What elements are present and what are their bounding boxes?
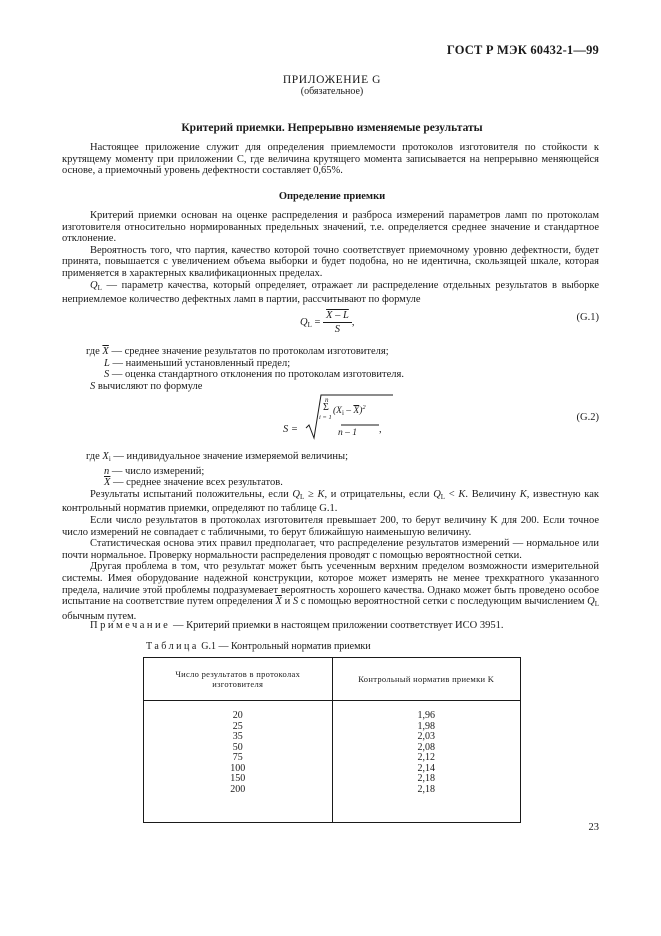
formula-g1-lhs: $Q_L$ [300, 316, 312, 329]
table-value-k: 2,08 [417, 741, 435, 753]
formula-g1-tail: , [351, 316, 355, 328]
paragraph-probability: Вероятность того, что партия, качество которой точно соответствует приемочному уровню дефектности, будет принята, повышается с увеличением объема выборки и будет подобна, но не идентична, скользящей шкале, которая применяется в характерных квалификационных пределах. [62, 244, 599, 279]
table-value-k: 2,14 [417, 762, 435, 774]
where-list-2 [62, 451, 599, 622]
page-number: 23 [588, 822, 599, 833]
sum-upper-limit: n [325, 396, 329, 404]
section-heading: Критерий приемки. Непрерывно изменяемые результаты [181, 122, 483, 134]
acceptance-table [143, 657, 521, 823]
paragraph-over-200: Если число результатов в протоколах изготовителя превышает 200, то берут величину K для 200. Если точное число измерений не совпадает с табличными, то берут ближайшую наименьшую величину. [62, 514, 599, 538]
formula-g1-fraction [323, 310, 352, 335]
table-caption-text: G.1 — Контрольный норматив приемки [198, 641, 371, 652]
where2-item-n: n — число измерений; [104, 465, 205, 477]
body-block-1 [62, 210, 599, 306]
intro-text: Настоящее приложение служит для определения приемлемости протоколов изготовителя по стойкости к крутящему моменту при приложении С, где величина крутящего момента записывается на непрерывно меняющейся основе, а приемочный уровень дефектности составляет 0,65%. [62, 142, 599, 177]
paragraph-criterion: Критерий приемки основан на оценке распределения и разброса измерений параметров ламп по протоколам изготовителя относительно нормированных предельных значений, т.е. определяется среднее значение и стандартное отклонение. [62, 210, 599, 245]
table-value-count: 100 [230, 762, 246, 774]
note [62, 620, 599, 632]
table-value-k: 2,12 [417, 752, 435, 763]
where1-item-s: S — оценка стандартного отклонения по протоколам изготовителя. [104, 369, 404, 381]
table-header-count: Число результатов в протоколах изготовителя [144, 658, 333, 701]
appendix-subtitle: (обязательное) [300, 86, 364, 97]
table-caption-label: Таблица [146, 641, 199, 652]
table-value-count: 20 [232, 710, 243, 721]
where-list-1 [62, 346, 599, 392]
subsection-heading: Определение приемки [278, 191, 386, 202]
table-header-k: Контрольный норматив приемки K [332, 658, 521, 701]
table-value-k: 2,18 [417, 773, 435, 784]
formula-g1-numerator: X – L [323, 310, 352, 323]
formula-g1-denominator: S [334, 324, 341, 335]
note-body: — Критерий приемки в настоящем приложении соответствует ИСО 3951. [170, 620, 504, 631]
note-label: Примечание [90, 620, 171, 631]
formula-g2-tail: , [379, 424, 382, 435]
table-value-count: 150 [230, 773, 246, 784]
where1-item-l: L — наименьший установленный предел; [104, 357, 291, 369]
table-header-row [144, 658, 521, 701]
where2-item-xbar: $\overline{X}$ — среднее значение всех результатов. [104, 477, 283, 489]
formula-g2-denominator: n – 1 [338, 428, 357, 438]
sum-lower-limit: i = 1 [319, 414, 332, 421]
paragraph-quality-parameter: $Q_L$ — параметр качества, который определяет, отражает ли распределение отдельных результатов в выборке неприемлемое количество дефектных ламп в партии, рассчитывают по формуле [62, 279, 599, 306]
paragraph-results: Результаты испытаний положительны, если $Q_L \ge K$, и отрицательны, если $Q_L < K$. Величину K, известную как контрольный норматив приемки, определяют по таблице G.1. [62, 488, 599, 515]
appendix-title: ПРИЛОЖЕНИЕ G [282, 74, 382, 86]
s-formula-intro: S вычисляют по формуле [90, 380, 203, 392]
note-text [62, 620, 599, 632]
formula-g2-number: (G.2) [576, 412, 599, 423]
table-cell-count-column [144, 701, 333, 823]
formula-g1-eq: = [311, 316, 321, 328]
ql-symbol: $Q_L$ [90, 279, 102, 292]
table-value-k: 2,18 [417, 783, 435, 795]
table-value-count: 75 [232, 752, 243, 763]
formula-g1 [300, 310, 354, 335]
table-row [144, 701, 521, 823]
standard-designation: ГОСТ Р МЭК 60432-1—99 [446, 43, 599, 57]
table-value-count: 25 [232, 720, 243, 732]
sum-sign: Σ [323, 402, 329, 413]
table-value-k: 1,98 [417, 720, 435, 732]
table-value-k: 2,03 [417, 731, 435, 742]
table-value-count: 35 [232, 731, 243, 742]
where2-item-xi: где $X_i$ — индивидуальное значение измеряемой величины; [86, 451, 349, 463]
paragraph-truncation: Другая проблема в том, что результат может быть усеченным верхним пределом возможности измерительной системы. Имея оборудование надежной конструкции, которое может измерять не менее трехкратного указанного предела, наличие этой проблемы подразумевает вероятность хорошего качества. Однако может быть проведено особое испытание на соответствие путем определения $\overline{X}$ и S с помощью вероятностной сетки с последующим вычислением $Q_L$ обычным путем. [62, 561, 600, 622]
table-cell-k-column [332, 701, 521, 823]
paragraph-statistics: Статистическая основа этих правил предполагает, что распределение результатов измерений — нормальное или почти нормальное. Проверку нормальности распределения проводят с помощью вероятностной сетки. [62, 538, 599, 561]
formula-g1-number: (G.1) [576, 312, 599, 323]
formula-g2 [283, 392, 393, 442]
table-caption [146, 641, 371, 652]
table-value-count: 50 [232, 741, 243, 753]
sum-term: $(X_i - \overline{X})^2$ [333, 404, 366, 418]
where1-item-xbar: где $\overline{X}$ — среднее значение результатов по протоколам изготовителя; [86, 346, 389, 357]
table-value-k: 1,96 [417, 710, 435, 721]
intro-paragraph [62, 142, 599, 177]
table-value-count: 200 [230, 783, 246, 795]
formula-g2-lhs: S = [283, 424, 298, 435]
